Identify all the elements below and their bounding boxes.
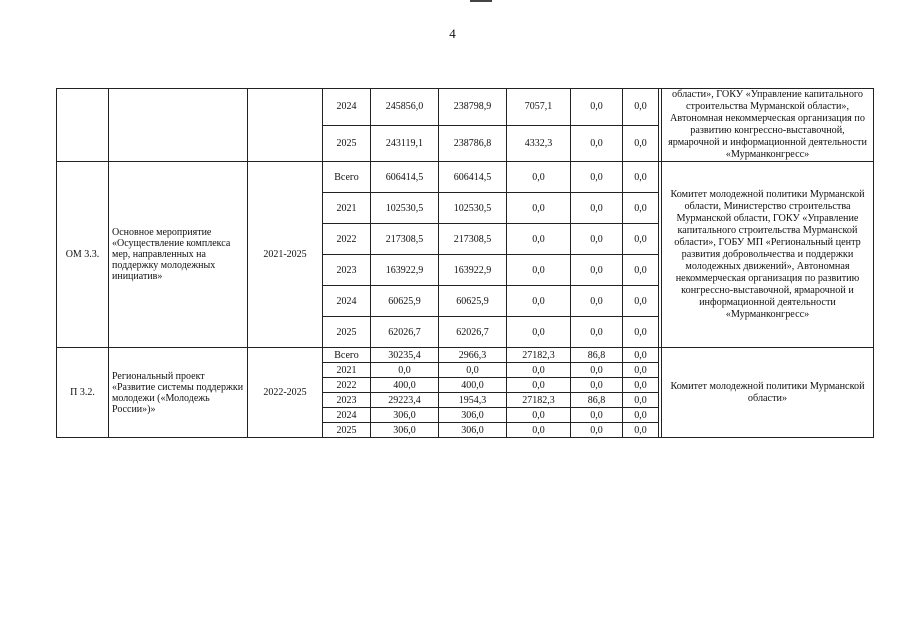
local-cell: 0,0: [571, 378, 623, 393]
scan-mark: [470, 0, 492, 2]
federal-cell: 27182,3: [507, 348, 571, 363]
local-cell: 0,0: [571, 162, 623, 193]
extra-cell: 0,0: [623, 423, 659, 438]
name-cell: Основное мероприятие «Осуществление комплекса мер, направленных на поддержку молодежных инициатив»: [109, 162, 248, 348]
year-cell: 2025: [323, 423, 371, 438]
local-cell: 0,0: [571, 224, 623, 255]
year-cell: 2025: [323, 125, 371, 162]
budget-table: [56, 88, 874, 438]
year-cell: Всего: [323, 348, 371, 363]
regional-cell: 60625,9: [439, 286, 507, 317]
local-cell: 0,0: [571, 317, 623, 348]
regional-cell: 102530,5: [439, 193, 507, 224]
federal-cell: 0,0: [507, 378, 571, 393]
local-cell: 0,0: [571, 255, 623, 286]
regional-cell: 2966,3: [439, 348, 507, 363]
name-cell: [109, 89, 248, 162]
extra-cell: 0,0: [623, 363, 659, 378]
local-cell: 0,0: [571, 423, 623, 438]
year-cell: 2024: [323, 286, 371, 317]
total-cell: 102530,5: [371, 193, 439, 224]
period-cell: 2021-2025: [248, 162, 323, 348]
total-cell: 400,0: [371, 378, 439, 393]
table-row: [57, 89, 874, 126]
year-cell: 2024: [323, 89, 371, 126]
local-cell: 0,0: [571, 363, 623, 378]
regional-cell: 238798,9: [439, 89, 507, 126]
total-cell: 245856,0: [371, 89, 439, 126]
regional-cell: 1954,3: [439, 393, 507, 408]
federal-cell: 0,0: [507, 363, 571, 378]
year-cell: 2024: [323, 408, 371, 423]
extra-cell: 0,0: [623, 255, 659, 286]
federal-cell: 0,0: [507, 286, 571, 317]
federal-cell: 0,0: [507, 255, 571, 286]
year-cell: 2021: [323, 193, 371, 224]
extra-cell: 0,0: [623, 162, 659, 193]
regional-cell: 306,0: [439, 408, 507, 423]
regional-cell: 606414,5: [439, 162, 507, 193]
year-cell: 2023: [323, 255, 371, 286]
local-cell: 0,0: [571, 286, 623, 317]
year-cell: 2022: [323, 378, 371, 393]
extra-cell: 0,0: [623, 286, 659, 317]
table-row: [57, 348, 874, 363]
federal-cell: 27182,3: [507, 393, 571, 408]
regional-cell: 238786,8: [439, 125, 507, 162]
regional-cell: 400,0: [439, 378, 507, 393]
federal-cell: 0,0: [507, 224, 571, 255]
federal-cell: 7057,1: [507, 89, 571, 126]
code-cell: ОМ 3.3.: [57, 162, 109, 348]
extra-cell: 0,0: [623, 125, 659, 162]
extra-cell: 0,0: [623, 348, 659, 363]
period-cell: [248, 89, 323, 162]
responsible-cell: Комитет молодежной политики Мурманской области»: [662, 348, 874, 438]
extra-cell: 0,0: [623, 193, 659, 224]
local-cell: 0,0: [571, 193, 623, 224]
local-cell: 0,0: [571, 89, 623, 126]
year-cell: Всего: [323, 162, 371, 193]
local-cell: 86,8: [571, 393, 623, 408]
regional-cell: 306,0: [439, 423, 507, 438]
local-cell: 86,8: [571, 348, 623, 363]
total-cell: 163922,9: [371, 255, 439, 286]
year-cell: 2021: [323, 363, 371, 378]
code-cell: П 3.2.: [57, 348, 109, 438]
period-cell: 2022-2025: [248, 348, 323, 438]
total-cell: 62026,7: [371, 317, 439, 348]
federal-cell: 0,0: [507, 193, 571, 224]
federal-cell: 0,0: [507, 423, 571, 438]
federal-cell: 4332,3: [507, 125, 571, 162]
extra-cell: 0,0: [623, 393, 659, 408]
total-cell: 217308,5: [371, 224, 439, 255]
extra-cell: 0,0: [623, 378, 659, 393]
local-cell: 0,0: [571, 408, 623, 423]
total-cell: 306,0: [371, 408, 439, 423]
total-cell: 60625,9: [371, 286, 439, 317]
extra-cell: 0,0: [623, 408, 659, 423]
table-row: [57, 162, 874, 193]
year-cell: 2023: [323, 393, 371, 408]
regional-cell: 163922,9: [439, 255, 507, 286]
total-cell: 0,0: [371, 363, 439, 378]
total-cell: 29223,4: [371, 393, 439, 408]
total-cell: 606414,5: [371, 162, 439, 193]
regional-cell: 217308,5: [439, 224, 507, 255]
total-cell: 30235,4: [371, 348, 439, 363]
year-cell: 2025: [323, 317, 371, 348]
responsible-cell: области», ГОКУ «Управление капитального строительства Мурманской области», Автономная некоммерческая организация по развитию конгрессно-выставочной, ярмарочной и информационной деятельности «Мурманконгресс»: [662, 89, 874, 162]
federal-cell: 0,0: [507, 162, 571, 193]
federal-cell: 0,0: [507, 317, 571, 348]
year-cell: 2022: [323, 224, 371, 255]
name-cell: Региональный проект «Развитие системы поддержки молодежи («Молодежь России»)»: [109, 348, 248, 438]
federal-cell: 0,0: [507, 408, 571, 423]
regional-cell: 0,0: [439, 363, 507, 378]
extra-cell: 0,0: [623, 224, 659, 255]
total-cell: 306,0: [371, 423, 439, 438]
extra-cell: 0,0: [623, 89, 659, 126]
page-number: 4: [449, 26, 456, 41]
total-cell: 243119,1: [371, 125, 439, 162]
local-cell: 0,0: [571, 125, 623, 162]
extra-cell: 0,0: [623, 317, 659, 348]
regional-cell: 62026,7: [439, 317, 507, 348]
code-cell: [57, 89, 109, 162]
responsible-cell: Комитет молодежной политики Мурманской области, Министерство строительства Мурманской области, ГОКУ «Управление капитального строительства Мурманской области», ГОБУ МП «Региональный центр развития добровольчества и поддержки молодежных движений», Автономная некоммерческая организация по развитию конгрессно-выставочной, ярмарочной и информационной деятельности «Мурманконгресс»: [662, 162, 874, 348]
